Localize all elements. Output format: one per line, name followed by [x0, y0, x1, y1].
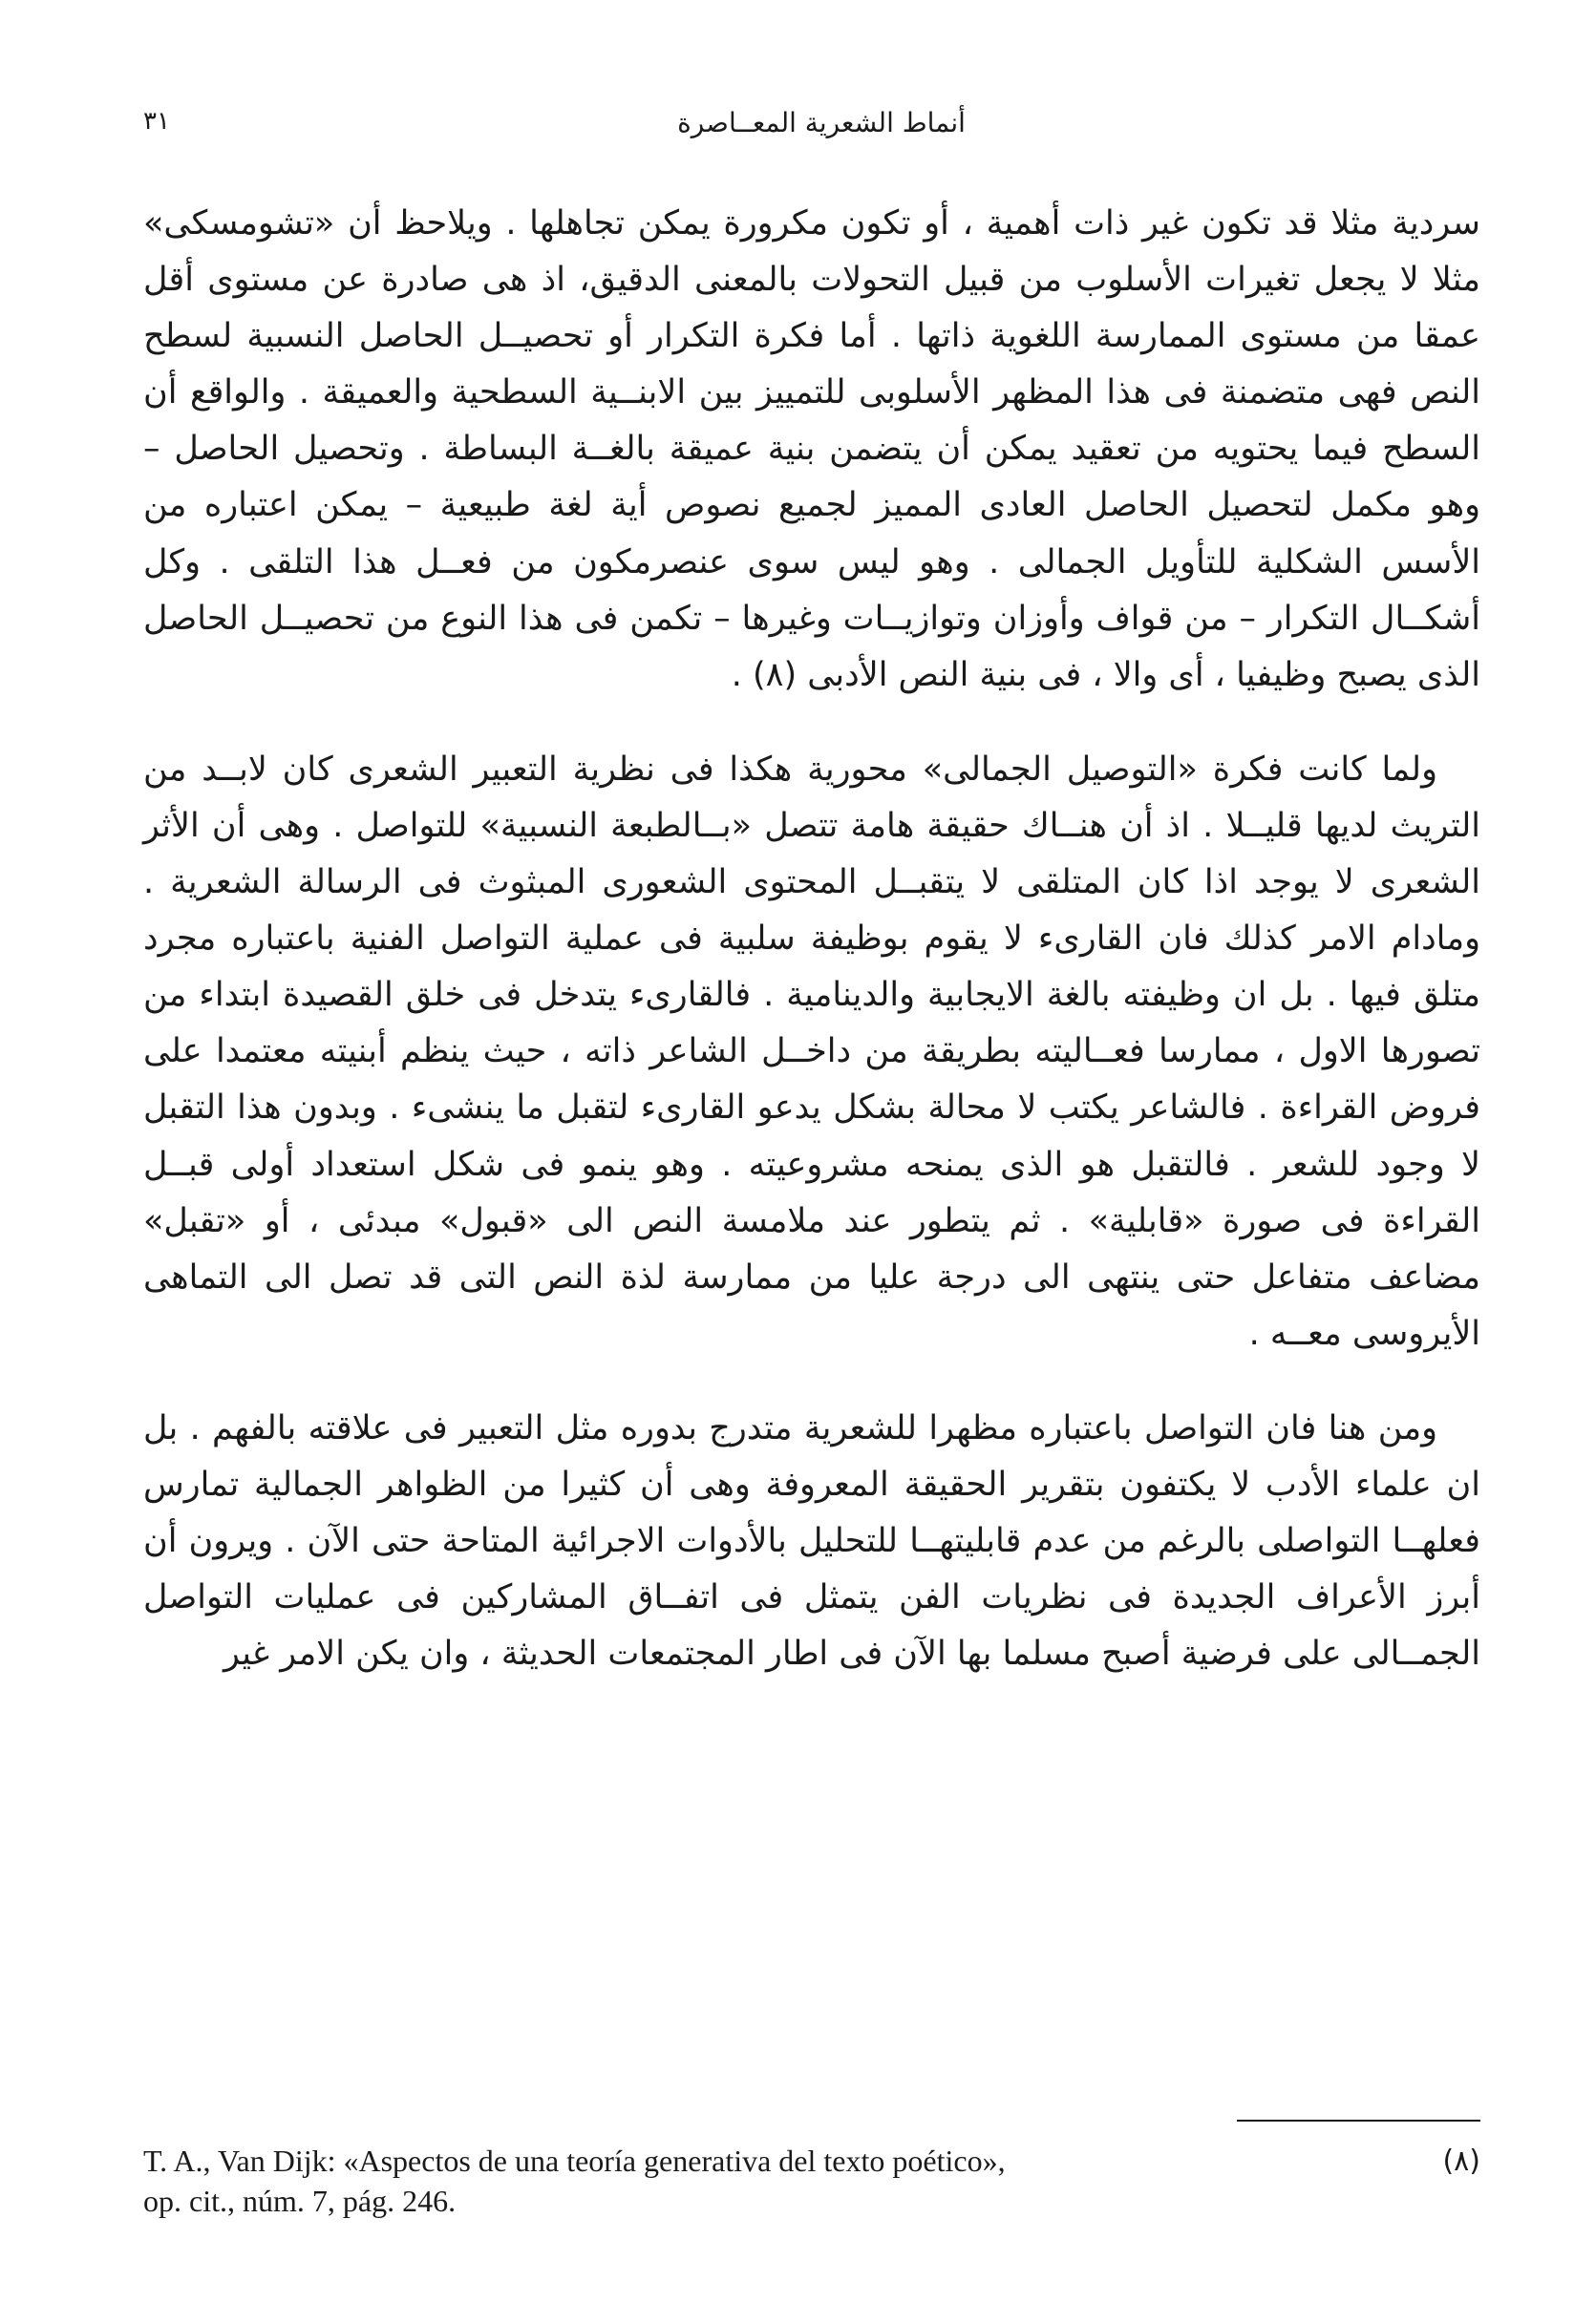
paragraph-1: سردية مثلا قد تكون غير ذات أهمية ، أو تكون مكرورة يمكن تجاهلها . ويلاحظ أن «تشومسكى» مثلا لا يجعل تغيرات الأسلوب من قبيل التحولات بالمعنى الدقيق، اذ هى صادرة عن مستوى أقل عمقا من مستوى الممارسة اللغوية ذاتها . أما فكرة التكرار أو تحصيــل الحاصل النسبية لسطح النص فهى متضمنة فى هذا المظهر الأسلوبى للتمييز بين الابنــية السطحية والعميقة . والواقع أن السطح فيما يحتويه من تعقيد يمكن أن يتضمن بنية عميقة بالغــة البساطة . وتحصيل الحاصل – وهو مكمل لتحصيل الحاصل العادى المميز لجميع نصوص أية لغة طبيعية – يمكن اعتباره من الأسس الشكلية للتأويل الجمالى . وهو ليس سوى عنصرمكون من فعــل هذا التلقى . وكل أشكــال التكرار – من قواف وأوزان وتوازيــات وغيرها – تكمن فى هذا النوع من تحصيــل الحاصل الذى يصبح وظيفيا ، أى والا ، فى بنية النص الأدبى (٨) . — [143, 204, 1480, 694]
running-title: أنماط الشعرية المعــاصرة — [677, 107, 966, 138]
page-header — [143, 107, 1500, 155]
footnote-divider — [1237, 2120, 1480, 2122]
footnote-marker: (٨) — [1442, 2144, 1480, 2178]
page-number: ٣١ — [143, 107, 170, 136]
paragraph-2: ولما كانت فكرة «التوصيل الجمالى» محورية هكذا فى نظرية التعبير الشعرى كان لابــد من التريث لديها قليــلا . اذ أن هنــاك حقيقة هامة تتصل «بــالطبعة النسبية» للتواصل . وهى أن الأثر الشعرى لا يوجد اذا كان المتلقى لا يتقبــل المحتوى الشعورى المبثوث فى الرسالة الشعرية . ومادام الامر كذلك فان القارىء لا يقوم بوظيفة سلبية فى عملية التواصل الفنية باعتباره مجرد متلق فيها . بل ان وظيفته بالغة الايجابية والدينامية . فالقارىء يتدخل فى خلق القصيدة ابتداء من تصورها الاول ، ممارسا فعــاليته بطريقة من داخــل الشاعر ذاته ، حيث ينظم أبنيته معتمدا على فروض القراءة . فالشاعر يكتب لا محالة بشكل يدعو القارىء لتقبل ما ينشىء . وبدون هذا التقبل لا وجود للشعر . فالتقبل هو الذى يمنحه مشروعيته . وهو ينمو فى شكل استعداد أولى قبــل القراءة فى صورة «قابلية» . ثم يتطور عند ملامسة النص الى «قبول» مبدئى ، أو «تقبل» مضاعف متفاعل حتى ينتهى الى درجة عليا من ممارسة لذة النص التى قد تصل الى التماهى الأيروسى معــه . — [143, 750, 1480, 1353]
paragraph-3: ومن هنا فان التواصل باعتباره مظهرا للشعرية متدرج بدوره مثل التعبير فى علاقته بالفهم . بل ان علماء الأدب لا يكتفون بتقرير الحقيقة المعروفة وهى أن كثيرا من الظواهر الجمالية تمارس فعلهــا التواصلى بالرغم من عدم قابليتهــا للتحليل بالأدوات الاجرائية المتاحة حتى الآن . ويرون أن أبرز الأعراف الجديدة فى نظريات الفن يتمثل فى اتفــاق المشاركين فى عمليات التواصل الجمــالى على فرضية أصبح مسلما بها الآن فى اطار المجتمعات الحديثة ، وان يكن الامر غير — [143, 1408, 1480, 1674]
footnote-line-1: T. A., Van Dijk: «Aspectos de una teoría generativa del texto poético», — [143, 2144, 1006, 2178]
footnote — [143, 2141, 1480, 2236]
footnote-text — [143, 2141, 1375, 2221]
footnote-line-2: op. cit., núm. 7, pág. 246. — [143, 2184, 457, 2218]
body-text — [143, 196, 1480, 1682]
